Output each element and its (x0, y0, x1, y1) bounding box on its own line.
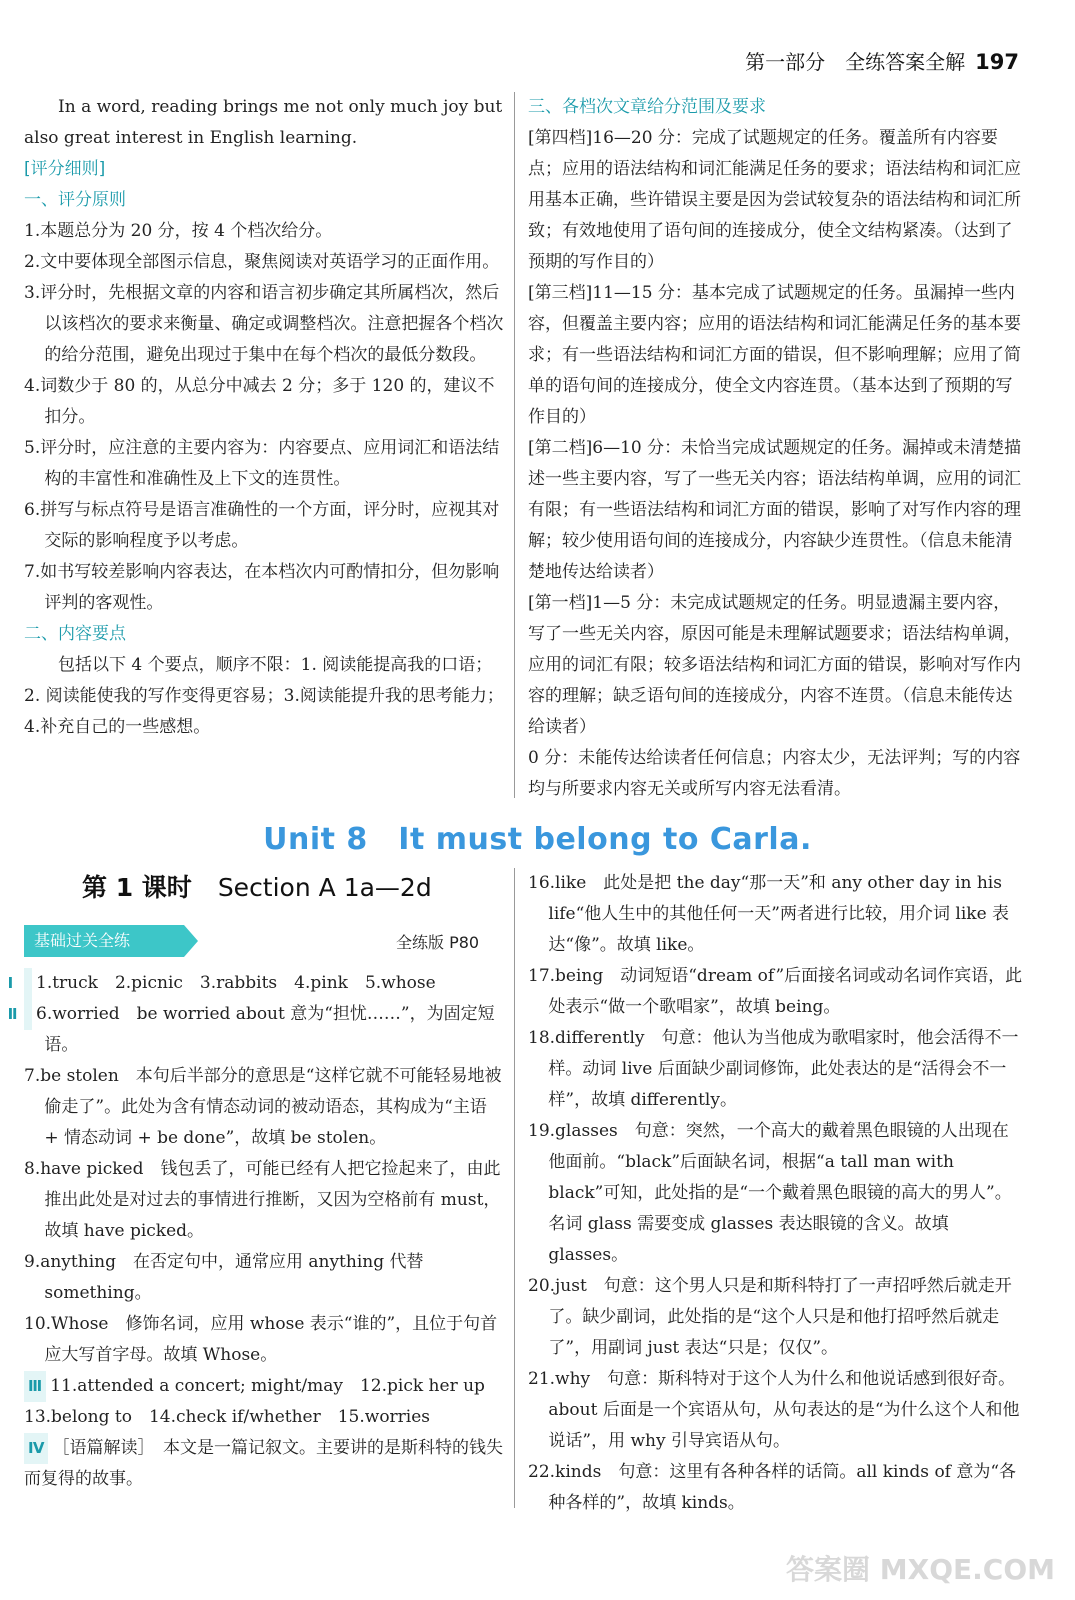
lesson-title: 第 1 课时 (82, 873, 192, 902)
part-marker: Ⅳ (24, 1433, 48, 1464)
column-divider-top (514, 92, 515, 798)
levels-column (528, 92, 1023, 805)
principle-item: 6.拼写与标点符号是语言准确性的一个方面，评分时，应视其对交际的影响程度予以考虑。 (24, 500, 500, 551)
answer-item: 10.Whose 修饰名词，应用 whose 表示“谁的”，且位于句首应大写首字母。故填 Whose。 (24, 1314, 498, 1365)
unit-title: Unit 8 It must belong to Carla. (263, 822, 812, 857)
answer-item: 13.belong to 14.check if/whether 15.worries (24, 1407, 431, 1427)
answer-item: 20.just 句意：这个男人只是和斯科特打了一声招呼然后就走开了。缺少副词，此处指的是“这个人只是和他打招呼然后就走了”，用副词 just 表达“只是；仅仅”。 (528, 1276, 1012, 1358)
practice-banner: 基础过关全练 (24, 925, 184, 957)
principles-title: 一、评分原则 (24, 190, 126, 210)
answer-item: Ⅲ 11.attended a concert; might/may 12.pick her up (24, 1371, 504, 1402)
practice-ref: 全练版 P80 (396, 933, 480, 952)
level-item: 0 分：未能传达给读者任何信息；内容太少，无法评判；写的内容均与所要求内容无关或所写内容无法看清。 (528, 748, 1021, 799)
header-title: 第一部分 全练答案全解 (745, 50, 966, 74)
answer-item: 19.glasses 句意：突然，一个高大的戴着黑色眼镜的人出现在他面前。“black”后面缺名词，根据“a tall man with black”可知，此处指的是“一个戴着黑色眼镜的高大的男人”。名词 glass 需要变成 glasses 表达眼镜的含义。故填 glasses。 (528, 1121, 1012, 1265)
answer-item: Ⅳ ［语篇解读］ 本文是一篇记叙文。主要讲的是斯科特的钱失而复得的故事。 (24, 1433, 504, 1495)
grading-column (24, 92, 504, 743)
lesson-section: Section A 1a—2d (217, 873, 432, 902)
watermark-logo: 答案圈 MXQE.COM (786, 1553, 1055, 1586)
part-marker: Ⅱ (24, 999, 32, 1030)
answer-item: 8.have picked 钱包丢了，可能已经有人把它捡起来了，由此推出此处是对过去的事情进行推断，又因为空格前有 must，故填 have picked。 (24, 1159, 501, 1241)
level-item: [第一档]1—5 分：未完成试题规定的任务。明显遗漏主要内容，写了一些无关内容，原因可能是未理解试题要求；语法结构单调，应用的词汇有限；较多语法结构和词汇方面的错误，影响对写作内容的理解；缺乏语句间的连接成分，内容不连贯。（信息未能传达给读者） (528, 593, 1021, 737)
principle-item: 1.本题总分为 20 分，按 4 个档次给分。 (24, 221, 333, 241)
principle-item: 4.词数少于 80 的，从总分中减去 2 分；多于 120 的，建议不扣分。 (24, 376, 495, 427)
lesson-heading (82, 868, 432, 904)
part-marker: Ⅲ (24, 1371, 46, 1402)
levels-title: 三、各档次文章给分范围及要求 (528, 97, 766, 117)
answer-item: 22.kinds 句意：这里有各种各样的话筒。all kinds of 意为“各种各样的”，故填 kinds。 (528, 1462, 1017, 1513)
answer-item: Ⅰ 1.truck 2.picnic 3.rabbits 4.pink 5.whose (24, 968, 504, 999)
answer-item: 9.anything 在否定句中，通常应用 anything 代替 something。 (24, 1252, 424, 1303)
level-item: [第四档]16—20 分：完成了试题规定的任务。覆盖所有内容要点；应用的语法结构和词汇能满足任务的要求；语法结构和词汇应用基本正确，些许错误主要是因为尝试较复杂的语法结构和词汇所致；有效地使用了语句间的连接成分，使全文结构紧凑。（达到了预期的写作目的） (528, 128, 1021, 272)
part-marker: Ⅰ (24, 968, 32, 999)
content-title: 二、内容要点 (24, 624, 126, 644)
answer-item: 17.being 动词短语“dream of”后面接名词或动名词作宾语，此处表示“做一个歌唱家”，故填 being。 (528, 966, 1023, 1017)
page-number: 197 (975, 50, 1019, 74)
grading-title: [评分细则] (24, 159, 106, 179)
essay-conclusion: In a word, reading brings me not only much joy but also great interest in English learning. (24, 97, 503, 148)
answer-item: Ⅱ 6.worried be worried about 意为“担忧……”，为固定短语。 (24, 999, 504, 1061)
principle-item: 3.评分时，先根据文章的内容和语言初步确定其所属档次，然后以该档次的要求来衡量、确定或调整档次。注意把握各个档次的给分范围，避免出现过于集中在每个档次的最低分数段。 (24, 283, 504, 365)
answer-item: 18.differently 句意：他认为当他成为歌唱家时，他会活得不一样。动词 live 后面缺少副词修饰，此处表达的是“活得会不一样”，故填 differently。 (528, 1028, 1019, 1110)
level-item: [第三档]11—15 分：基本完成了试题规定的任务。虽漏掉一些内容，但覆盖主要内容；应用的语法结构和词汇能满足任务的基本要求；有一些语法结构和词汇方面的错误，但不影响理解；应用了简单的语句间的连接成分，使全文内容连贯。（基本达到了预期的写作目的） (528, 283, 1021, 427)
answer-item: 16.like 此处是把 the day“那一天”和 any other day in his life“他人生中的其他任何一天”两者进行比较，用介词 like 表达“像”。故填 like。 (528, 873, 1010, 955)
principle-item: 5.评分时，应注意的主要内容为：内容要点、应用词汇和语法结构的丰富性和准确性及上下文的连贯性。 (24, 438, 500, 489)
level-item: [第二档]6—10 分：未恰当完成试题规定的任务。漏掉或未清楚描述一些主要内容，写了一些无关内容；语法结构单调，应用的词汇有限；有一些语法结构和词汇方面的错误，影响了对写作内容的理解；较少使用语句间的连接成分，内容缺少连贯性。（信息未能清楚地传达给读者） (528, 438, 1022, 582)
page-header (745, 46, 1019, 75)
column-divider-bottom (514, 868, 515, 1508)
principle-item: 2.文中要体现全部图示信息，聚焦阅读对英语学习的正面作用。 (24, 252, 500, 272)
answers-right-column (528, 868, 1023, 1519)
answer-item: 7.be stolen 本句后半部分的意思是“这样它就不可能轻易地被偷走了”。此处为含有情态动词的被动语态，其构成为“主语 + 情态动词 + be done”，故填 be stolen。 (24, 1066, 502, 1148)
answers-left-column (7, 968, 504, 1495)
principle-item: 7.如书写较差影响内容表达，在本档次内可酌情扣分，但勿影响评判的客观性。 (24, 562, 500, 613)
answer-item: 21.why 句意：斯科特对于这个人为什么和他说话感到很好奇。about 后面是一个宾语从句，从句表达的是“为什么这个人和他说话”，用 why 引导宾语从句。 (528, 1369, 1020, 1451)
content-text: 包括以下 4 个要点，顺序不限：1. 阅读能提高我的口语；2. 阅读能使我的写作变得更容易；3.阅读能提升我的思考能力；4.补充自己的一些感想。 (24, 655, 504, 737)
